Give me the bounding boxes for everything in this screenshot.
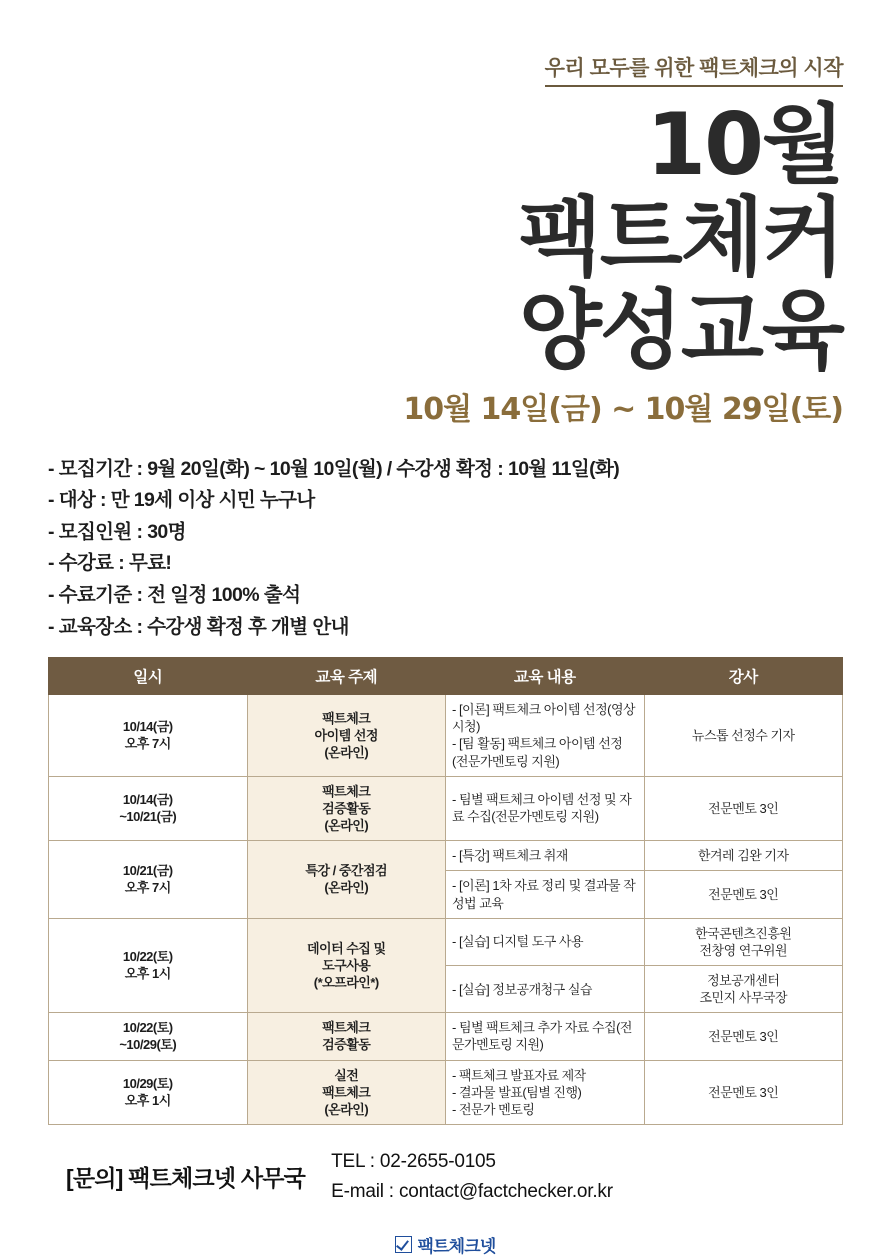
cell-date [49,918,248,1013]
teacher-line-2: 전창영 연구위원 [699,942,788,958]
title-line-3: 양성교육 [518,280,843,381]
column-header-teacher: 강사 [644,658,843,695]
date-line-1: 10/21(금) [122,863,173,879]
topic-line-1: 특강 / 중간점검 [305,863,388,879]
cell-date [49,1013,248,1060]
cell-date [49,841,248,918]
contact-details [331,1147,613,1206]
contact-block [48,1147,843,1206]
teacher-line-1: 뉴스톱 선정수 기자 [691,727,795,743]
content-line-1: - [이론] 팩트체크 아이템 선정(영상 시청) [452,702,636,735]
topic-line-2: 검증활동 [322,800,371,816]
date-line-2: ~10/21(금) [119,809,177,825]
topic-line-3: (온라인) [324,1101,369,1117]
cell-content [446,1060,645,1124]
contact-email: E-mail : contact@factchecker.or.kr [331,1180,613,1202]
page-title [48,95,843,381]
teacher-line-1: 전문멘토 3인 [708,800,779,816]
cell-teacher [644,1060,843,1124]
info-item-target: - 대상 : 만 19세 이상 시민 누구나 [48,489,315,512]
topic-line-2: 팩트체크 [322,1084,371,1100]
cell-content [446,871,645,918]
content-line-1: - [이론] 1차 자료 정리 및 결과물 작성법 교육 [452,878,636,911]
table-row [49,1060,843,1124]
topic-line-1: 데이터 수집 및 [306,940,386,956]
topic-line-3: (온라인) [324,744,369,760]
topic-line-2: (온라인) [324,880,369,896]
cell-teacher [644,841,843,871]
topic-line-2: 도구사용 [322,957,371,973]
cell-content [446,918,645,965]
contact-label: [문의] 팩트체크넷 사무국 [66,1165,306,1191]
teacher-line-1: 전문멘토 3인 [708,1028,779,1044]
cell-date [49,695,248,777]
date-line-2: 오후 1시 [124,1093,171,1109]
cell-teacher [644,918,843,965]
title-line-1: 10월 [646,95,843,195]
logo-label: 팩트체크넷 [417,1236,496,1256]
cell-content [446,965,645,1012]
content-line-1: - [실습] 디지털 도구 사용 [452,934,584,950]
cell-topic [247,841,446,918]
cell-content [446,841,645,871]
cell-teacher [644,871,843,918]
table-row [49,1013,843,1060]
footer-logo [48,1232,843,1257]
cell-date [49,1060,248,1124]
info-item-recruit-period: - 모집기간 : 9월 20일(화) ~ 10월 10일(월) / 수강생 확정 : 10월 11일(화) [48,457,620,480]
teacher-line-1: 전문멘토 3인 [708,1084,779,1100]
topic-line-1: 실전 [334,1067,359,1083]
date-range: 10월 14일(금) ~ 10월 29일(토) [403,391,843,427]
info-item-completion: - 수료기준 : 전 일정 100% 출석 [48,583,301,606]
date-line-1: 10/22(토) [122,949,173,965]
teacher-line-1: 전문멘토 3인 [708,886,779,902]
cell-teacher [644,695,843,777]
teacher-line-1: 정보공개센터 [707,972,780,988]
tagline: 우리 모두를 위한 팩트체크의 시작 [545,52,843,87]
column-header-date: 일시 [49,658,248,695]
date-line-2: ~10/29(토) [119,1037,177,1053]
content-line-3: - 전문가 멘토링 [452,1101,535,1117]
cell-date [49,776,248,840]
cell-topic [247,918,446,1013]
topic-line-2: 아이템 선정 [314,727,378,743]
topic-line-1: 팩트체크 [322,710,371,726]
info-list [48,454,843,643]
cell-teacher [644,1013,843,1060]
topic-line-1: 팩트체크 [322,1020,371,1036]
topic-line-1: 팩트체크 [322,783,371,799]
date-line-1: 10/14(금) [122,719,173,735]
contact-tel: TEL : 02-2655-0105 [331,1151,496,1173]
cell-topic [247,695,446,777]
cell-topic [247,1060,446,1124]
topic-line-2: 검증활동 [322,1037,371,1053]
teacher-line-1: 한겨레 김완 기자 [697,848,789,864]
date-line-1: 10/14(금) [122,792,173,808]
topic-line-3: (*오프라인*) [313,975,379,991]
title-line-2: 팩트체커 [518,187,843,288]
cell-content [446,1013,645,1060]
column-header-content: 교육 내용 [446,658,645,695]
content-line-1: - 팀별 팩트체크 추가 자료 수집(전문가멘토링 지원) [452,1020,632,1053]
poster-header [48,0,843,428]
date-line-2: 오후 7시 [124,880,171,896]
table-header-row [49,658,843,695]
content-line-1: - 팩트체크 발표자료 제작 [452,1067,586,1083]
schedule-table [48,657,843,1125]
table-row [49,918,843,965]
date-line-1: 10/22(토) [122,1020,173,1036]
info-item-fee: - 수강료 : 무료! [48,552,172,575]
cell-content [446,776,645,840]
content-line-2: - 결과물 발표(팀별 진행) [452,1084,582,1100]
cell-topic [247,1013,446,1060]
table-row [49,841,843,871]
teacher-line-2: 조민지 사무국장 [699,990,788,1006]
content-line-1: - [특강] 팩트체크 취재 [452,848,568,864]
content-line-2: - [팀 활동] 팩트체크 아이템 선정(전문가멘토링 지원) [452,736,623,769]
content-line-1: - [실습] 정보공개청구 실습 [452,981,592,997]
info-item-capacity: - 모집인원 : 30명 [48,520,186,543]
table-row [49,776,843,840]
column-header-topic: 교육 주제 [247,658,446,695]
check-box-icon [395,1236,412,1253]
date-line-2: 오후 1시 [124,966,171,982]
cell-teacher [644,776,843,840]
info-item-location: - 교육장소 : 수강생 확정 후 개별 안내 [48,615,349,638]
table-row [49,695,843,777]
date-line-2: 오후 7시 [124,736,171,752]
cell-teacher [644,965,843,1012]
date-line-1: 10/29(토) [122,1076,173,1092]
teacher-line-1: 한국콘텐츠진흥원 [695,925,792,941]
topic-line-3: (온라인) [324,818,369,834]
cell-content [446,695,645,777]
cell-topic [247,776,446,840]
content-line-1: - 팀별 팩트체크 아이템 선정 및 자료 수집(전문가멘토링 지원) [452,792,632,825]
